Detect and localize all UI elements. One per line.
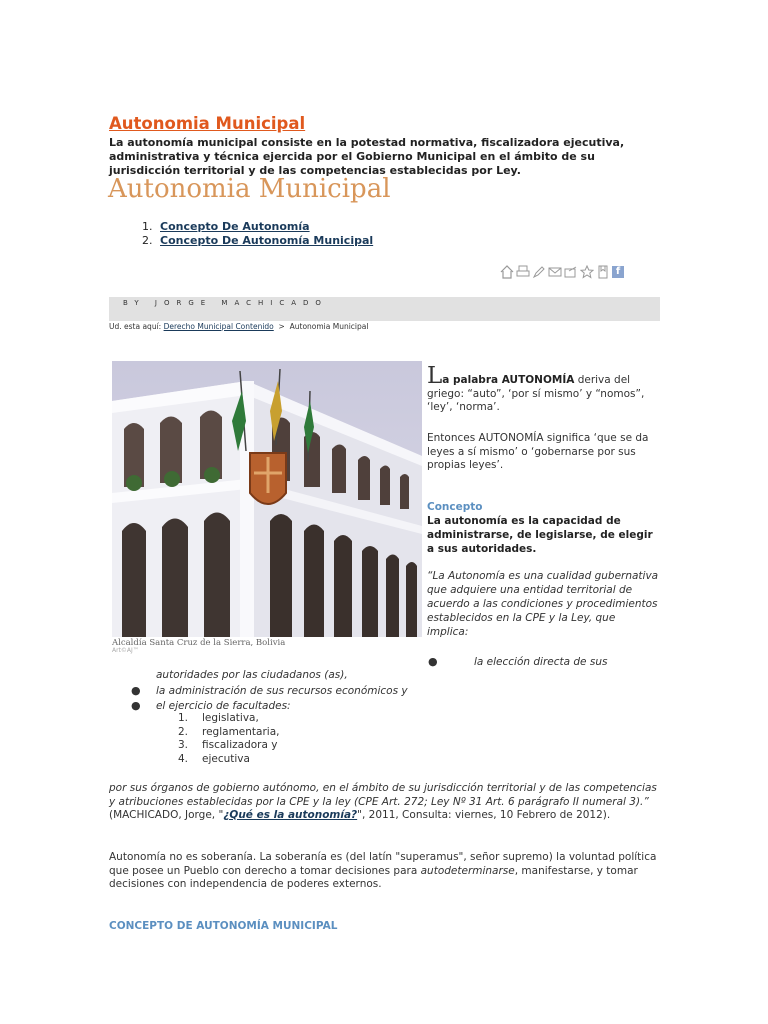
definition-paragraph: Entonces AUTONOMÍA significa ‘que se da leyes a sí mismo’ o ‘gobernarse por sus propias leyes’. [427,432,649,471]
breadcrumb-separator: > [278,322,285,331]
bullet-text-1b: autoridades por las ciudadanos (as), [156,669,348,681]
toc-link-concepto-autonomia[interactable]: Concepto De Autonomía [160,220,310,233]
citation-link[interactable]: ¿Qué es la autonomía? [223,809,358,821]
concept-definition: La autonomía es la capacidad de administrarse, de legislarse, de elegir a sus autoridades. [427,515,653,555]
intro-rest: deriva del griego: “auto”, ‘por sí mismo’ y “nomos”, ‘ley’, ‘norma’. [427,374,645,413]
facebook-icon[interactable]: f [612,266,624,278]
section-heading-autonomia-municipal: CONCEPTO DE AUTONOMÍA MUNICIPAL [109,920,338,932]
list-item: 3. fiscalizadora y [178,739,278,751]
closing-quote: por sus órganos de gobierno autónomo, en el ámbito de su jurisdicción territorial y de las competencias y atribuciones establecidas por la CPE y la ley (CPE Art. 272; Ley Nº 31 Art. 6 parágrafo II numeral 3).” [109,782,657,808]
breadcrumb-prefix: Ud. esta aquí: [109,322,162,331]
alcaldia-photo [112,361,422,637]
citation-pre: (MACHICADO, Jorge, " [109,809,224,821]
article-title: Autonomia Municipal [108,174,391,204]
mail-icon[interactable] [548,265,562,279]
list-item: 2. reglamentaria, [178,725,280,738]
author-byline: BY JORGE MACHICADO [123,299,328,307]
citation-post: ", 2011, Consulta: viernes, 10 Febrero de 2012). [357,809,611,821]
list-item: 4. ejecutiva [178,752,250,765]
author-byline-bar [109,297,660,321]
quote-paragraph: “La Autonomía es una cualidad gubernativa que adquiere una entidad territorial de acuerdo a las condiciones y procedimientos establecidos en la CPE y la Ley, que implica: [427,570,659,638]
breadcrumb-current: Autonomia Municipal [289,322,369,331]
share-icon[interactable] [564,265,578,279]
faculties-list [178,712,279,766]
list-item: 1. legislativa, [178,712,259,724]
photo-caption: Alcaldía Santa Cruz de la Sierra, Bolivia [112,638,286,648]
bullet-text-2: la administración de sus recursos económicos y [155,685,408,697]
home-icon[interactable] [500,265,514,279]
breadcrumb-link[interactable]: Derecho Municipal Contenido [163,322,274,331]
intro-bold: a palabra AUTONOMÍA [442,374,575,386]
edit-icon[interactable] [532,265,546,279]
breadcrumb [109,322,368,331]
bullet-icon: ● [131,684,141,697]
toc-link-concepto-autonomia-municipal[interactable]: Concepto De Autonomía Municipal [160,234,374,247]
page-title-link[interactable]: Autonomia Municipal [109,114,306,133]
bullet-text-3: el ejercicio de facultades: [155,700,291,712]
bookmark-icon[interactable] [596,265,610,279]
drop-cap: L [427,363,443,389]
concept-heading: Concepto [427,501,483,513]
sovereignty-paragraph: Autonomía no es soberanía. La soberanía es (del latín "superamus", señor supremo) la voluntad política que posee un Pueblo con derecho a tomar decisiones para autodeterminarse, manifestarse, y tomar decisiones con independencia de poderes externos. [109,851,657,890]
toc-item [156,234,373,248]
list-item [131,684,408,697]
list-item [131,699,291,712]
bullet-icon: ● [428,655,438,668]
intro-summary: La autonomía municipal consiste en la potestad normativa, fiscalizadora ejecutiva, administrativa y técnica ejercida por el Gobierno Municipal en el ámbito de su jurisdicción territorial y de las competencias establecidas por Ley. [109,136,625,177]
closing-paragraph [109,782,659,823]
print-icon[interactable] [516,265,530,279]
toc-item [156,220,373,234]
bullet-icon: ● [131,699,141,712]
intro-paragraph [427,363,659,415]
star-icon[interactable] [580,265,594,279]
article-toolbar [500,265,624,283]
photo-credit: Art©AJ™ [112,647,139,654]
bullet-text-1a: la elección directa de sus [473,656,608,668]
list-item [428,655,607,668]
table-of-contents [130,220,373,248]
